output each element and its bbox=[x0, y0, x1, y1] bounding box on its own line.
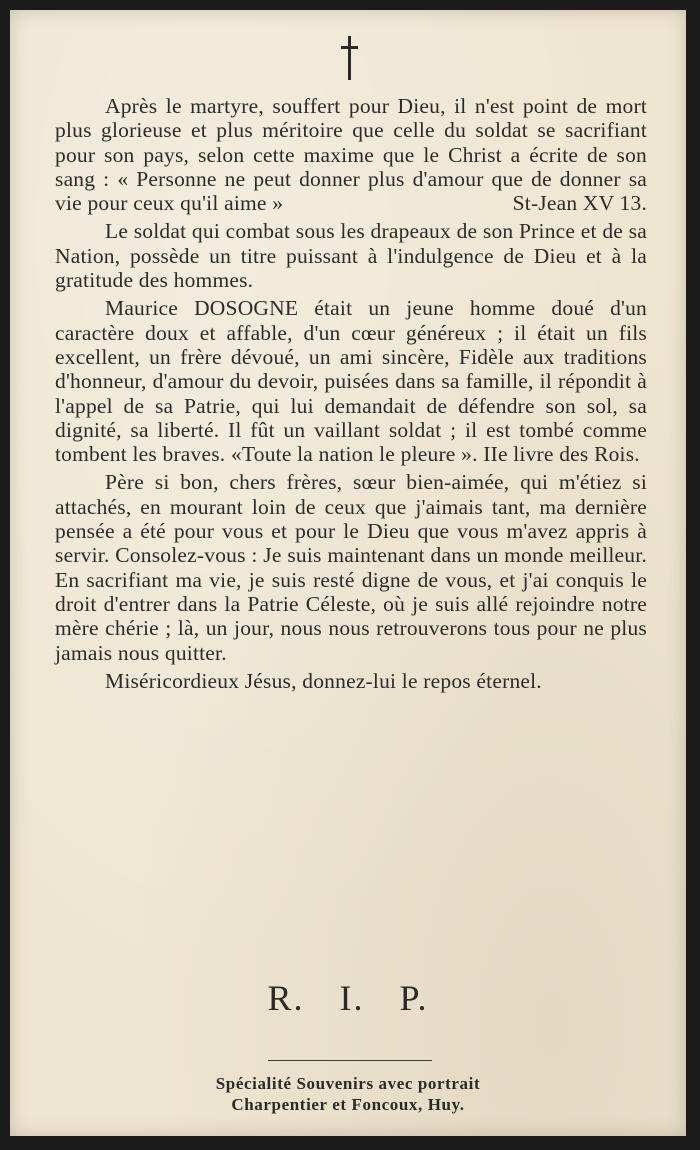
cross-icon bbox=[339, 36, 361, 80]
printer-line-2: Charpentier et Foncoux, Huy. bbox=[231, 1095, 465, 1114]
paragraph-prayer: Miséricordieux Jésus, donnez-lui le repos éternel. bbox=[105, 668, 542, 693]
memorial-text bbox=[55, 94, 647, 697]
divider-line bbox=[268, 1060, 432, 1061]
paragraph-farewell: Père si bon, chers frères, sœur bien-aimée, qui m'étiez si attachés, en mourant loin de ceux que j'aimais tant, ma dernière pensée a été pour vous et pour le Dieu que vous m'avez appris à servir. Consolez-vous : Je suis maintenant dans un monde meilleur. En sacrifiant ma vie, je suis resté digne de vous, et j'ai conquis le droit d'entrer dans la Patrie Céleste, où je suis allé rejoindre notre mère chérie ; là, un jour, nous nous retrouverons tous pour ne plus jamais nous quitter. bbox=[55, 470, 647, 665]
memorial-card bbox=[10, 10, 686, 1136]
printer-line-1: Spécialité Souvenirs avec portrait bbox=[215, 1074, 481, 1093]
paragraph-maurice: Maurice DOSOGNE était un jeune homme doué d'un caractère doux et affable, d'un cœur généreux ; il était un fils excellent, un frère dévoué, un ami sincère, Fidèle aux traditions d'honneur, d'amour du devoir, puisées dans sa famille, il répondit à l'appel de sa Patrie, qui lui demandait de défendre son sol, sa dignité, sa liberté. Il fût un vaillant soldat ; il est tombé comme tombent les braves. «Toute la nation le pleure ». IIe livre des Rois. bbox=[55, 296, 647, 467]
rip-inscription: R. I. P. bbox=[267, 978, 429, 1018]
scripture-reference: St-Jean XV 13. bbox=[512, 191, 647, 216]
paragraph-soldier: Le soldat qui combat sous les drapeaux de son Prince et de sa Nation, possède un titre puissant à l'indulgence de Dieu et à la gratitude des hommes. bbox=[55, 219, 647, 293]
paragraph-martyrdom: Après le martyre, souffert pour Dieu, il n'est point de mort plus glorieuse et plus méritoire que celle du soldat se sacrifiant pour son pays, selon cette maxime que le Christ a écrite de son sang : « Personne ne peut donner plus d'amour que de donner sa vie pour ceux qu'il aime » St-Jean XV 13. bbox=[55, 94, 647, 216]
